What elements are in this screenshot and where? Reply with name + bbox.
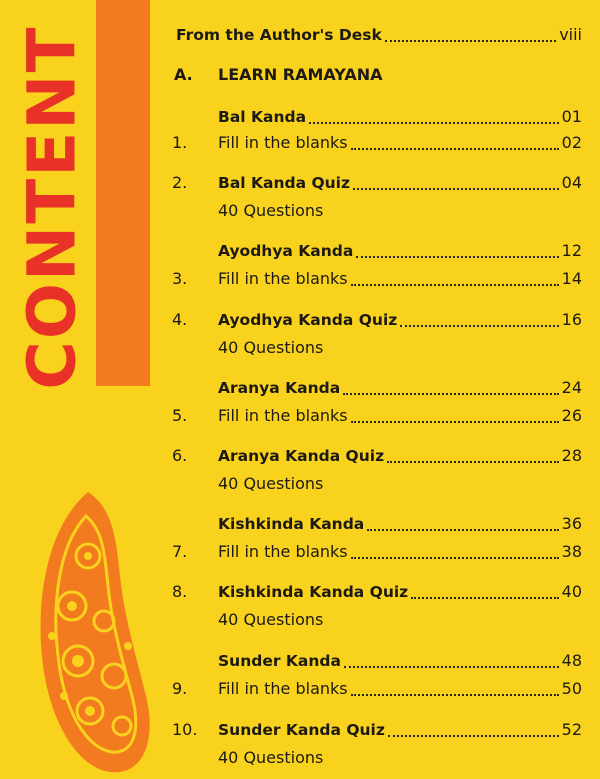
toc-page: viii [559,25,582,44]
toc-label: Fill in the blanks [218,269,348,288]
toc-label: Kishkinda Kanda Quiz [218,583,409,601]
toc-subtitle: 40 Questions [218,474,324,493]
toc-row[interactable] [0,579,600,605]
toc-entry [218,717,582,743]
toc-entry [218,375,582,401]
toc-number: 4. [172,310,188,329]
toc-label: Ayodhya Kanda [218,242,354,260]
side-title-text: CONTENT [13,24,91,390]
toc-page: 40 [561,582,582,601]
section-number: A. [174,65,193,84]
dot-leader [411,596,558,599]
toc-label: Fill in the blanks [218,406,348,425]
toc-entry [218,539,582,565]
toc-entry [218,511,582,537]
toc-number: 8. [172,582,188,601]
toc-label: Fill in the blanks [218,133,348,152]
toc-label: Sunder Kanda [218,652,341,670]
toc-entry [218,104,582,130]
toc-subtitle: 40 Questions [218,201,324,220]
toc-label: Aranya Kanda [218,379,341,397]
toc-row[interactable] [0,238,600,264]
toc-entry [218,648,582,674]
dot-leader [344,665,559,668]
toc-row[interactable] [0,375,600,401]
toc-subtitle: 40 Questions [218,338,324,357]
toc-entry [176,22,582,48]
dot-leader [367,528,558,531]
toc-page: 52 [561,720,582,739]
dot-leader [309,121,559,124]
toc-row[interactable] [0,170,600,196]
toc-page: 16 [561,310,582,329]
toc-row-author-desk[interactable] [0,22,600,48]
toc-label: Bal Kanda Quiz [218,174,350,192]
toc-label: Sunder Kanda Quiz [218,721,385,739]
toc-number: 3. [172,269,188,288]
toc-page: 36 [561,514,582,533]
toc-row[interactable] [0,443,600,469]
toc-row[interactable] [0,511,600,537]
toc-subtitle: 40 Questions [218,610,324,629]
toc-page: 50 [561,679,582,698]
toc-label: Bal Kanda [218,108,307,126]
dot-leader [351,420,559,423]
toc-label: Kishkinda Kanda [218,515,365,533]
toc-row[interactable] [0,648,600,674]
toc-number: 10. [172,720,198,739]
toc-entry [218,266,582,292]
toc-label: Ayodhya Kanda Quiz [218,311,398,329]
toc-page: 02 [561,133,582,152]
dot-leader [387,460,559,463]
dot-leader [351,693,559,696]
toc-row[interactable] [0,539,600,565]
toc-entry [218,130,582,156]
toc-row[interactable] [0,266,600,292]
toc-entry [218,307,582,333]
toc-label: Aranya Kanda Quiz [218,447,385,465]
toc-page: 28 [561,446,582,465]
toc-label: Fill in the blanks [218,679,348,698]
dot-leader [351,283,559,286]
toc-row[interactable] [0,130,600,156]
toc-number: 9. [172,679,188,698]
dot-leader [343,392,558,395]
toc-row[interactable] [0,717,600,743]
dot-leader [351,147,559,150]
toc-label: Fill in the blanks [218,542,348,561]
toc-label: From the Author's Desk [176,26,382,44]
section-title: LEARN RAMAYANA [218,65,383,84]
dot-leader [351,556,559,559]
toc-number: 7. [172,542,188,561]
dot-leader [356,255,558,258]
toc-entry [218,403,582,429]
toc-entry [218,238,582,264]
toc-page: 12 [561,241,582,260]
dot-leader [385,39,556,42]
toc-row[interactable] [0,307,600,333]
toc-page: 04 [561,173,582,192]
toc-page: 01 [561,107,582,126]
toc-entry [218,443,582,469]
toc-row[interactable] [0,104,600,130]
toc-page: 24 [561,378,582,397]
toc-page: 26 [561,406,582,425]
dot-leader [353,187,559,190]
toc-row[interactable] [0,403,600,429]
toc-number: 6. [172,446,188,465]
dot-leader [400,324,558,327]
toc-number: 5. [172,406,188,425]
dot-leader [388,734,559,737]
toc-page: 14 [561,269,582,288]
section-heading [174,62,382,88]
toc-entry [218,579,582,605]
toc-row[interactable] [0,676,600,702]
toc-entry [218,170,582,196]
toc-subtitle: 40 Questions [218,748,324,767]
toc-page: 48 [561,651,582,670]
toc-page: 38 [561,542,582,561]
toc-entry [218,676,582,702]
toc-number: 1. [172,133,188,152]
toc-number: 2. [172,173,188,192]
